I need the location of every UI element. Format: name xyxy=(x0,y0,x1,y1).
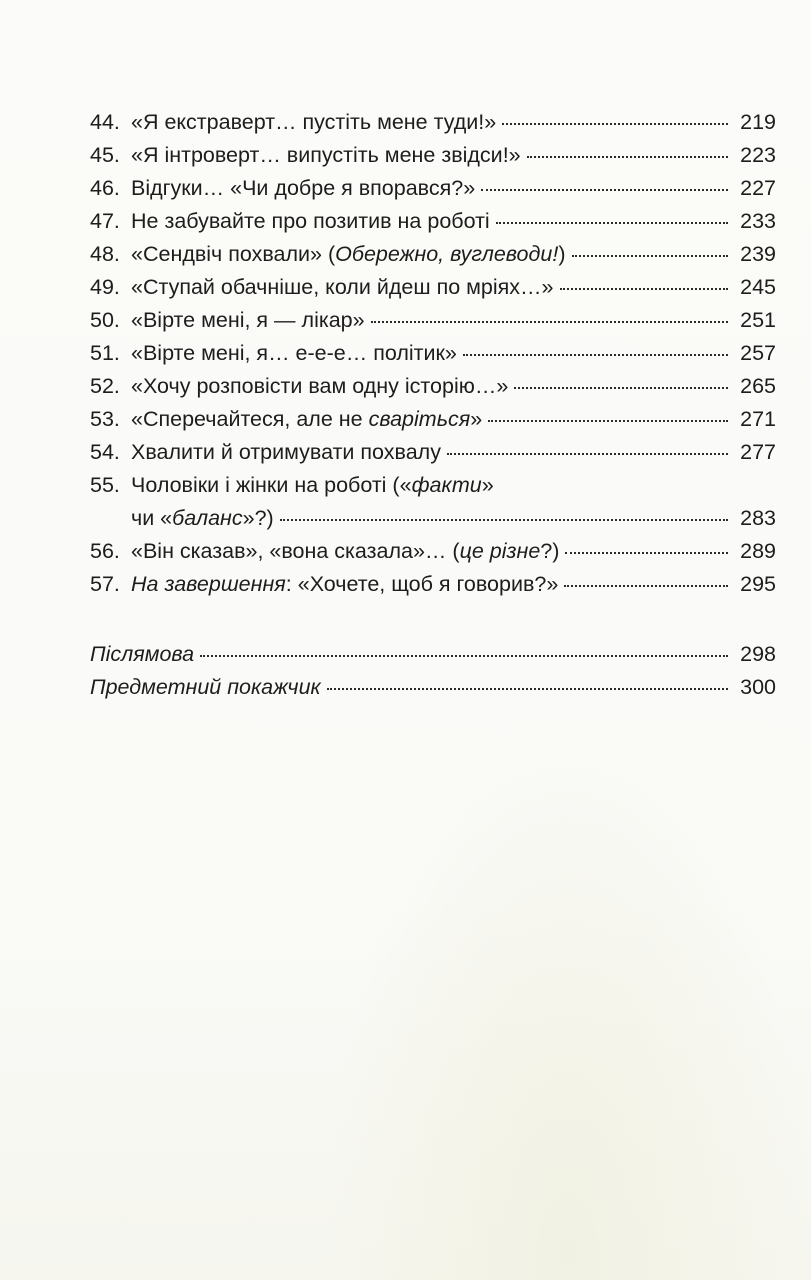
section-gap xyxy=(90,601,776,622)
toc-entry-46[interactable] xyxy=(90,172,776,205)
title-part: : «Хочете, щоб я говорив?» xyxy=(285,572,559,596)
toc-entry-52[interactable] xyxy=(90,370,776,403)
toc-entry-48[interactable] xyxy=(90,238,776,271)
toc-entry-56[interactable] xyxy=(90,535,776,568)
entry-number: 44. xyxy=(90,110,120,134)
entry-page: 245 xyxy=(740,275,776,299)
entry-title: Предметний покажчик xyxy=(90,675,321,699)
entry-page: 251 xyxy=(740,308,776,332)
entry-title: «Хочу розповісти вам одну історію…» xyxy=(131,374,509,398)
title-italic-part: факти xyxy=(411,473,482,497)
entry-number: 49. xyxy=(90,275,120,299)
entry-number: 53. xyxy=(90,407,120,431)
table-of-contents xyxy=(90,106,776,704)
dot-leader xyxy=(447,453,728,455)
entry-page: 219 xyxy=(740,110,776,134)
title-italic-part: Обережно, вуглеводи! xyxy=(335,242,559,266)
toc-entry-57[interactable] xyxy=(90,568,776,601)
toc-entry-index[interactable] xyxy=(90,671,776,704)
dot-leader xyxy=(327,688,728,690)
title-italic-part: сваріться xyxy=(368,407,471,431)
entry-number: 52. xyxy=(90,374,120,398)
entry-title xyxy=(131,238,566,271)
entry-title: Не забувайте про позитив на роботі xyxy=(131,209,490,233)
entry-title: «Вірте мені, я… е-е-е… політик» xyxy=(131,341,457,365)
entry-page: 300 xyxy=(740,675,776,699)
entry-page: 227 xyxy=(740,176,776,200)
title-italic-part: баланс xyxy=(172,506,243,530)
toc-entry-49[interactable] xyxy=(90,271,776,304)
back-matter xyxy=(90,638,776,704)
toc-entry-44[interactable] xyxy=(90,106,776,139)
entry-number: 47. xyxy=(90,209,120,233)
entry-title xyxy=(131,535,559,568)
entry-page: 277 xyxy=(740,440,776,464)
entry-title: Післямова xyxy=(90,642,195,666)
title-part: чи « xyxy=(131,506,173,530)
entry-page: 295 xyxy=(740,572,776,596)
toc-entry-50[interactable] xyxy=(90,304,776,337)
toc-entry-53[interactable] xyxy=(90,403,776,436)
entry-page: 223 xyxy=(740,143,776,167)
dot-leader xyxy=(565,552,728,554)
entry-title xyxy=(131,469,494,502)
entry-title: «Ступай обачніше, коли йдеш по мріях…» xyxy=(131,275,554,299)
title-part: »?) xyxy=(242,506,274,530)
dot-leader xyxy=(527,156,728,158)
entry-page: 233 xyxy=(740,209,776,233)
title-italic-part: На завершення xyxy=(131,572,286,596)
dot-leader xyxy=(371,321,728,323)
title-part: ) xyxy=(558,242,566,266)
entry-title: Хвалити й отримувати похвалу xyxy=(131,440,441,464)
toc-entry-afterword[interactable] xyxy=(90,638,776,671)
dot-leader xyxy=(200,655,728,657)
entry-title xyxy=(131,403,482,436)
entry-number: 51. xyxy=(90,341,120,365)
dot-leader xyxy=(560,288,728,290)
title-part: » xyxy=(470,407,483,431)
title-part: ?) xyxy=(540,539,560,563)
entry-title xyxy=(131,568,558,601)
title-italic-part: це різне xyxy=(459,539,541,563)
entry-page: 271 xyxy=(740,407,776,431)
dot-leader xyxy=(514,387,728,389)
dot-leader xyxy=(496,222,728,224)
title-part: Чоловіки і жінки на роботі (« xyxy=(131,473,412,497)
entry-page: 283 xyxy=(740,506,776,530)
toc-entry-54[interactable] xyxy=(90,436,776,469)
entry-title: «Я екстраверт… пустіть мене туди!» xyxy=(131,110,497,134)
entry-number: 45. xyxy=(90,143,120,167)
title-part: «Він сказав», «вона сказала»… ( xyxy=(131,539,460,563)
entry-number: 54. xyxy=(90,440,120,464)
dot-leader xyxy=(280,519,728,521)
entry-page: 298 xyxy=(740,642,776,666)
title-part: » xyxy=(481,473,494,497)
dot-leader xyxy=(572,255,729,257)
toc-entry-55[interactable] xyxy=(90,469,776,535)
entry-number: 50. xyxy=(90,308,120,332)
dot-leader xyxy=(564,585,728,587)
dot-leader xyxy=(481,189,728,191)
entry-number: 57. xyxy=(90,572,120,596)
toc-entry-45[interactable] xyxy=(90,139,776,172)
dot-leader xyxy=(463,354,728,356)
entry-number: 56. xyxy=(90,539,120,563)
entry-title-continued xyxy=(131,502,274,535)
entry-number: 46. xyxy=(90,176,120,200)
title-part: «Сперечайтеся, але не xyxy=(131,407,369,431)
title-part: «Сендвіч похвали» ( xyxy=(131,242,336,266)
entry-line-2 xyxy=(90,502,776,535)
entry-title: «Я інтроверт… випустіть мене звідси!» xyxy=(131,143,521,167)
toc-entry-47[interactable] xyxy=(90,205,776,238)
entry-page: 257 xyxy=(740,341,776,365)
dot-leader xyxy=(488,420,728,422)
entry-page: 265 xyxy=(740,374,776,398)
entry-line-1 xyxy=(90,469,776,502)
entry-number: 48. xyxy=(90,242,120,266)
toc-entry-51[interactable] xyxy=(90,337,776,370)
entry-title: «Вірте мені, я — лікар» xyxy=(131,308,365,332)
entry-page: 289 xyxy=(740,539,776,563)
entry-title: Відгуки… «Чи добре я впорався?» xyxy=(131,176,476,200)
entry-page: 239 xyxy=(740,242,776,266)
dot-leader xyxy=(502,123,728,125)
entry-number: 55. xyxy=(90,473,120,497)
